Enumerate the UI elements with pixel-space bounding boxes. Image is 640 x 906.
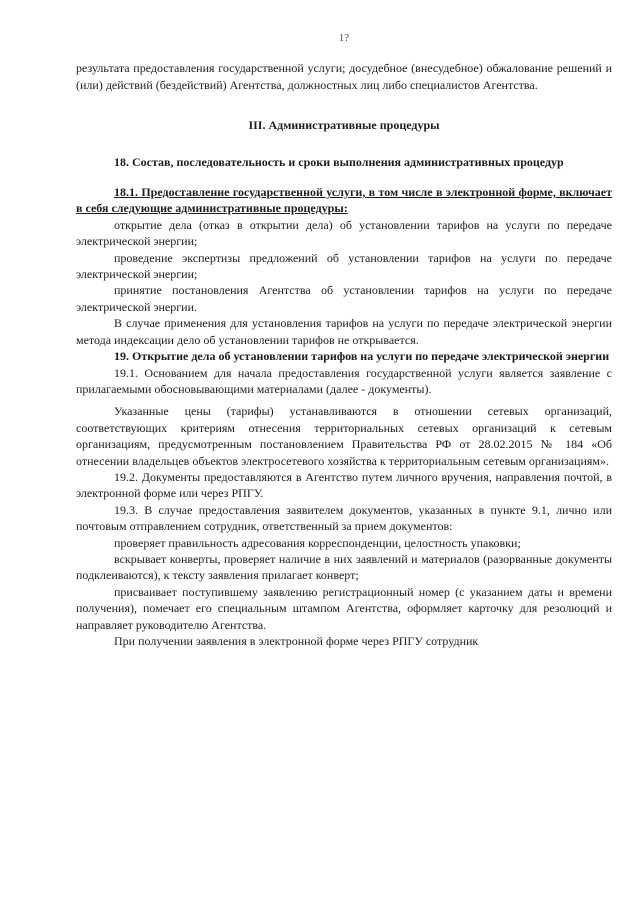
procedure-item: принятие постановления Агентства об установлении тарифов на услуги по передаче электрической энергии. [76,283,612,314]
paragraph-19-1-note: Указанные цены (тарифы) устанавливаются в отношении сетевых организаций, соответствующих критериям отнесения территориальных сетевых организаций к сетевым организациям, предусмотренным постановлением Правительства РФ от 28.02.2015 № 184 «Об отнесении владельцев объектов электросетевого хозяйства к территориальным сетевым организациям». [76,404,612,468]
intro-paragraph: результата предоставления государственной услуги; досудебное (внесудебное) обжалование решений и (или) действий (бездействий) Агентства, должностных лиц либо специалистов Агентства. [76,61,612,92]
last-line: При получении заявления в электронной форме через РПГУ сотрудник [114,634,479,648]
action-item: проверяет правильность адресования корреспонденции, целостность упаковки; [114,535,521,550]
page-number: 1? [338,32,350,44]
procedure-item: открытие дела (отказ в открытии дела) об установлении тарифов на услуги по передаче электрической энергии; [76,217,612,249]
paragraph-19-2: 19.2. Документы предоставляются в Агентство путем личного вручения, направления почтой, в электронной форме или через РПГУ. [76,469,612,501]
paragraph-19-3: 19.3. В случае предоставления заявителем документов, указанных в пункте 9.1, лично или почтовым отправлением сотрудник, ответственный за прием документов: [76,502,612,534]
action-item: присваивает поступившему заявлению регистрационный номер (с указанием даты и времени получения), помечает его специальным штампом Агентства, оформляет карточку для резолюций и направляет руководителю Агентства. [76,584,612,632]
item-18-1-heading [76,184,612,217]
item-19-heading: 19. Открытие дела об установлении тарифов на услуги по передаче электрической энергии [114,349,610,364]
item-18-1-text: 18.1. Предоставление государственной услуги, в том числе в электронной форме, включает в себя следующие административные процедуры: [76,185,612,216]
paragraph-19-1: 19.1. Основанием для начала предоставления государственной услуги является заявление с прилагаемыми обосновывающими материалами (далее - документы). [76,365,612,396]
section-heading: III. Административные процедуры [248,118,440,133]
procedure-item: проведение экспертизы предложений об установлении тарифов на услуги по передаче электрической энергии; [76,250,612,282]
item-18-heading: 18. Состав, последовательность и сроки выполнения административных процедур [114,154,564,169]
action-item: вскрывает конверты, проверяет наличие в них заявлений и материалов (разорванные документы подклеиваются), к тексту заявления прилагает конверт; [76,551,612,583]
indexation-note: В случае применения для установления тарифов на услуги по передаче электрической энергии метода индексации дело об установлении тарифов не открывается. [76,316,612,347]
